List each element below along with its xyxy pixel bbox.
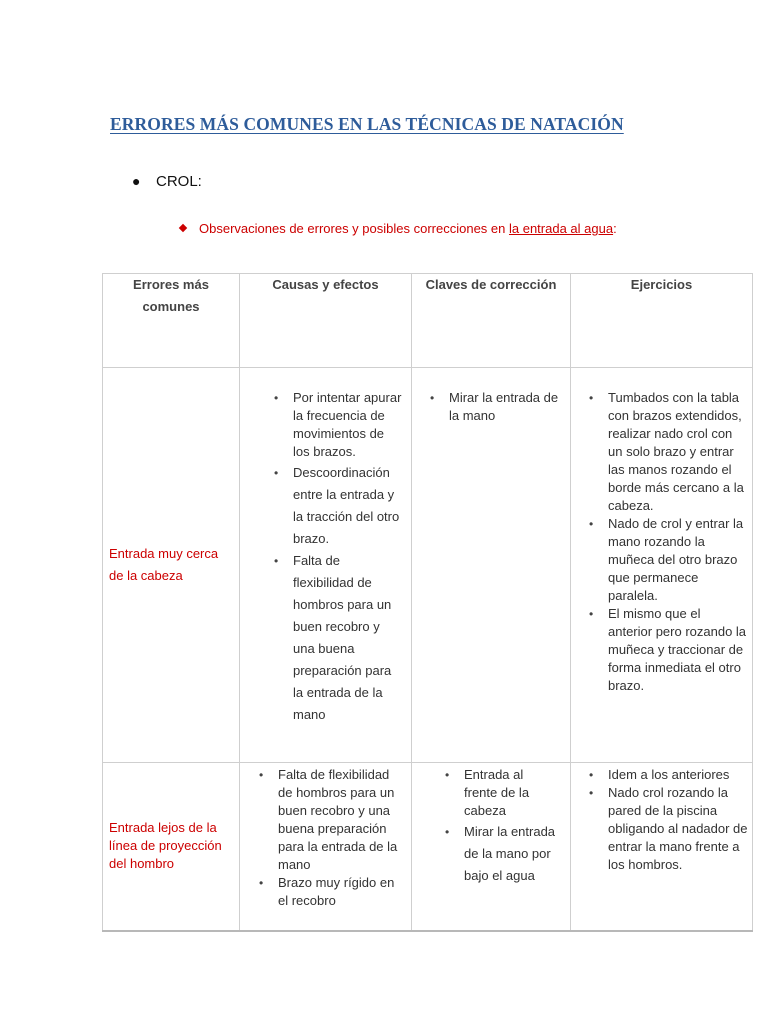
list-item: • Tumbados con la tabla con brazos extendidos, realizar nado crol con un solo brazo y entrar las manos rozando el borde más cercano a la cabeza. — [608, 389, 748, 515]
list-item: • Falta de flexibilidad de hombros para un buen recobro y una buena preparación para la entrada de la mano — [278, 766, 405, 874]
list-item: • Nado de crol y entrar la mano rozando la muñeca del otro brazo que permanece paralela. — [608, 515, 748, 605]
causas-cell — [240, 368, 412, 763]
causas-cell — [240, 763, 412, 931]
table-row — [103, 763, 753, 931]
table-header-row — [103, 274, 753, 368]
section-label: CROL: — [156, 173, 202, 190]
ejercicios-cell — [571, 368, 753, 763]
error-cell: Entrada muy cerca de la cabeza — [103, 368, 240, 763]
header-claves: Claves de corrección — [412, 274, 571, 368]
list-item: • Descoordinación entre la entrada y la tracción del otro brazo. — [293, 462, 403, 550]
header-causas: Causas y efectos — [240, 274, 412, 368]
observation-text: Observaciones de errores y posibles correcciones en — [199, 221, 509, 236]
header-ejercicios: Ejercicios — [571, 274, 753, 368]
list-item: • Mirar la entrada de la mano — [449, 389, 562, 425]
claves-cell — [412, 368, 571, 763]
diamond-bullet-icon — [179, 224, 187, 232]
list-item: • El mismo que el anterior pero rozando la muñeca y traccionar de forma inmediata el otro brazo. — [608, 605, 748, 695]
list-item: • Nado crol rozando la pared de la piscina obligando al nadador de entrar la mano frente a los hombros. — [608, 784, 748, 874]
list-item: • Brazo muy rígido en el recobro — [278, 874, 405, 910]
list-item: • Mirar la entrada de la mano por bajo el agua — [464, 821, 560, 887]
observation-highlight: la entrada al agua — [508, 221, 614, 236]
observation-suffix: : — [613, 221, 617, 236]
bullet-icon: ● — [132, 173, 141, 189]
document-title: ERRORES MÁS COMUNES EN LAS TÉCNICAS DE NATACIÓN — [110, 114, 624, 134]
list-item: • Entrada al frente de la cabeza — [464, 766, 560, 820]
ejercicios-cell — [571, 763, 753, 931]
header-errores: Errores más comunes — [103, 274, 240, 368]
list-item: • Falta de flexibilidad de hombros para un buen recobro y una buena preparación para la entrada de la mano — [293, 550, 403, 726]
table-row — [103, 368, 753, 763]
observation-bullet — [180, 221, 617, 236]
list-item: • Por intentar apurar la frecuencia de movimientos de los brazos. — [293, 389, 403, 461]
section-bullet — [132, 173, 202, 190]
errors-table — [102, 273, 753, 932]
list-item: • Idem a los anteriores — [608, 766, 748, 784]
claves-cell — [412, 763, 571, 931]
error-cell: Entrada lejos de la línea de proyección del hombro — [103, 763, 240, 931]
